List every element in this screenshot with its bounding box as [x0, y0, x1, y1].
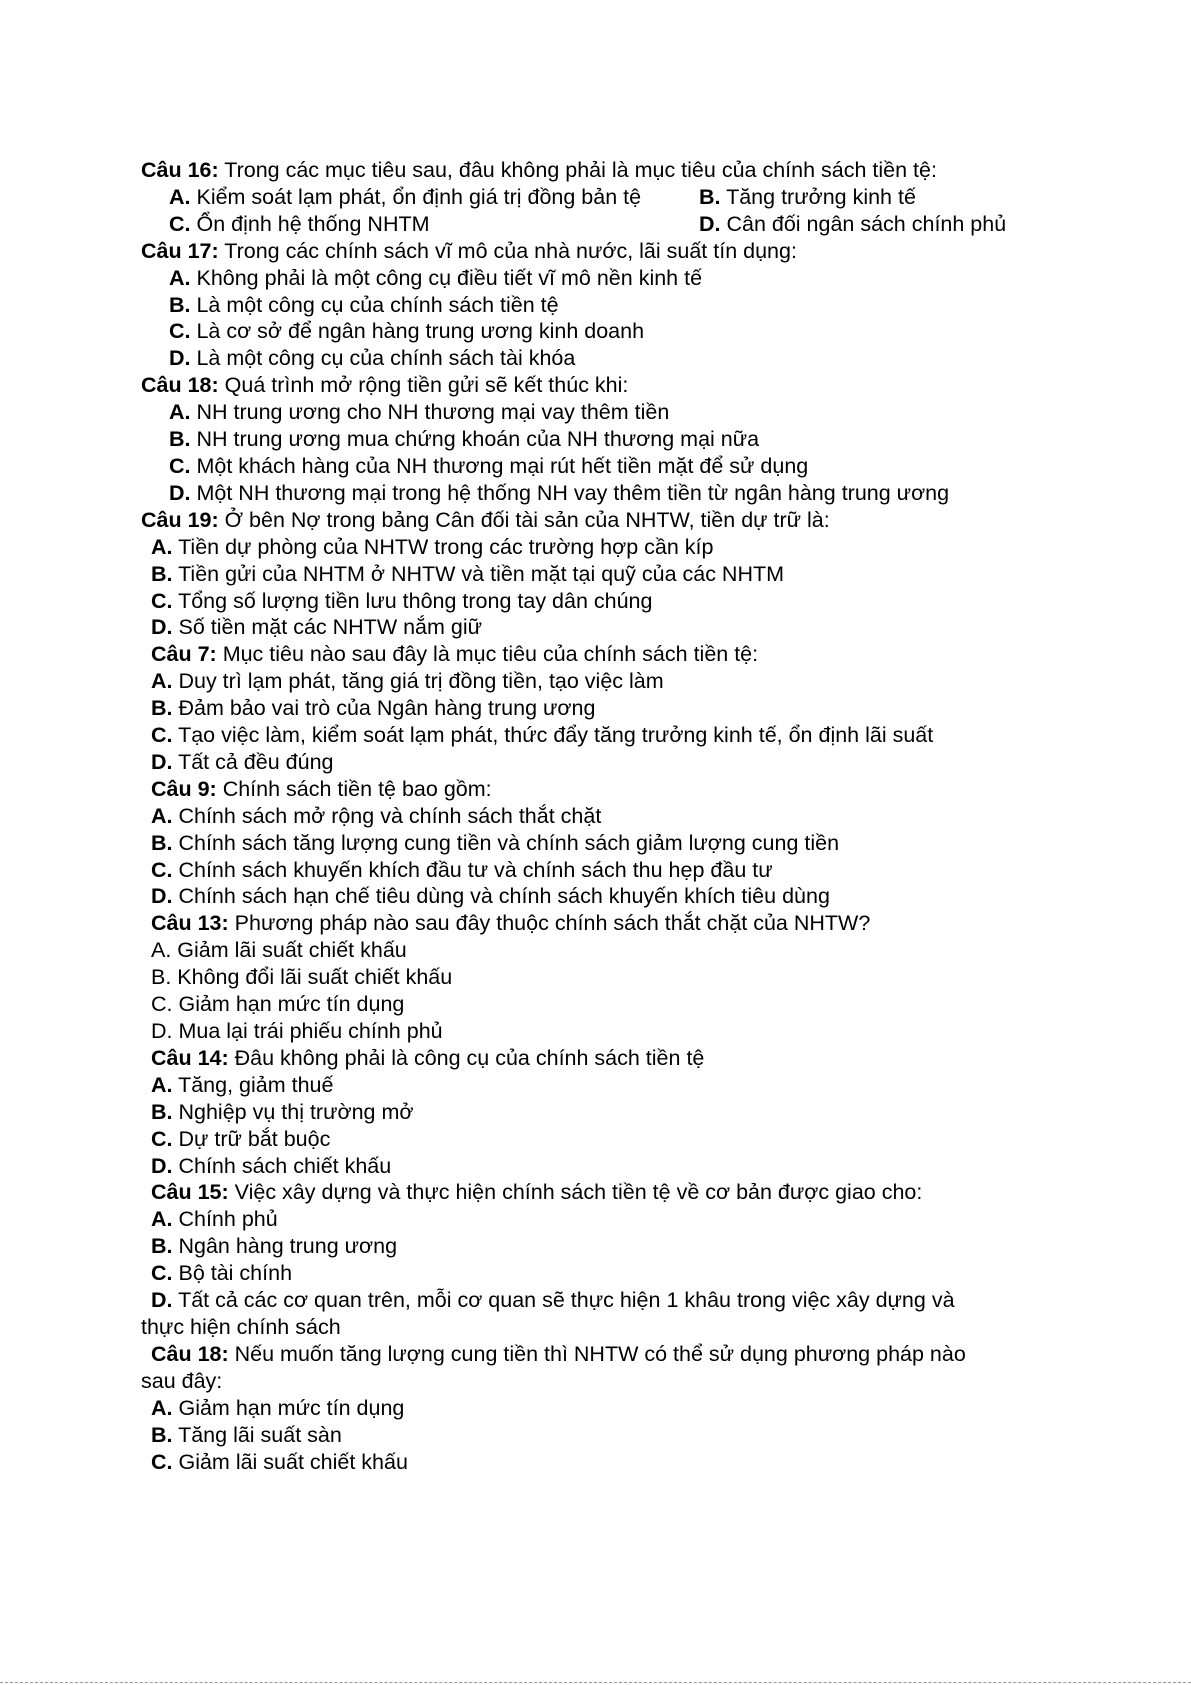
option-text: D. Mua lại trái phiếu chính phủ	[151, 1019, 443, 1043]
question-label: Câu 17:	[141, 238, 219, 263]
option-text: Bộ tài chính	[172, 1261, 293, 1286]
option-item	[169, 184, 699, 211]
option-label: D.	[169, 346, 191, 371]
option-label: B.	[169, 292, 191, 317]
question-line	[141, 641, 1141, 668]
option-text: Giảm lãi suất chiết khấu	[172, 1449, 408, 1474]
option-item	[141, 1422, 1141, 1449]
question-text: Trong các chính sách vĩ mô của nhà nước, lãi suất tín dụng:	[218, 238, 797, 263]
option-item	[141, 937, 1141, 964]
option-text: Tăng trưởng kinh tế	[720, 184, 916, 209]
option-text: NH trung ương mua chứng khoán của NH thương mại nữa	[190, 427, 760, 452]
option-item	[141, 614, 1141, 641]
option-text: Tiền dự phòng của NHTW trong các trường hợp cần kíp	[172, 534, 714, 559]
option-item	[141, 1018, 1141, 1045]
option-item	[141, 749, 1141, 776]
option-item	[141, 830, 1141, 857]
option-label: B.	[151, 1099, 173, 1124]
option-item	[141, 1395, 1141, 1422]
option-row	[141, 211, 1141, 238]
page-bottom-rule	[0, 1682, 1191, 1683]
option-label: A.	[151, 803, 173, 828]
option-item	[141, 426, 1141, 453]
option-text: Tất cả đều đúng	[172, 749, 334, 774]
question-text-continuation: sau đây:	[141, 1368, 223, 1393]
option-text: Số tiền mặt các NHTW nắm giữ	[172, 615, 483, 640]
question-label: Câu 18:	[141, 373, 219, 398]
question-line	[141, 372, 1141, 399]
option-label: A.	[151, 1207, 173, 1232]
question-label: Câu 9:	[151, 776, 217, 801]
option-label: B.	[151, 1234, 173, 1259]
option-label: D.	[151, 749, 173, 774]
question-line	[141, 507, 1141, 534]
option-item	[141, 964, 1141, 991]
option-label: C.	[151, 723, 173, 748]
option-text: Tiền gửi của NHTM ở NHTW và tiền mặt tại quỹ của các NHTM	[172, 561, 785, 586]
option-label: A.	[169, 400, 191, 425]
option-text: Tổng số lượng tiền lưu thông trong tay dân chúng	[172, 588, 653, 613]
question-text: Chính sách tiền tệ bao gồm:	[216, 776, 492, 801]
option-item	[141, 453, 1141, 480]
option-item	[141, 1126, 1141, 1153]
option-text: Là cơ sở để ngân hàng trung ương kinh doanh	[190, 319, 645, 344]
option-label: C.	[169, 319, 191, 344]
question-line	[141, 1179, 1141, 1206]
option-text: Tăng lãi suất sàn	[172, 1422, 342, 1447]
question-text: Đâu không phải là công cụ của chính sách tiền tệ	[228, 1045, 705, 1070]
option-item	[141, 292, 1141, 319]
option-item	[141, 318, 1141, 345]
question-label: Câu 13:	[151, 911, 229, 936]
option-item	[141, 399, 1141, 426]
question-label: Câu 16:	[141, 158, 219, 182]
option-text: Chính sách hạn chế tiêu dùng và chính sách khuyến khích tiêu dùng	[172, 884, 830, 909]
option-item	[141, 1153, 1141, 1180]
option-row	[141, 184, 1141, 211]
option-item	[141, 722, 1141, 749]
option-item	[141, 668, 1141, 695]
question-line	[141, 157, 1141, 184]
option-item	[141, 588, 1141, 615]
option-text: Một NH thương mại trong hệ thống NH vay thêm tiền từ ngân hàng trung ương	[190, 480, 950, 505]
option-label: A.	[169, 184, 191, 209]
option-label: C.	[151, 1261, 173, 1286]
option-item	[141, 1449, 1141, 1476]
option-label: D.	[169, 480, 191, 505]
question-text: Phương pháp nào sau đây thuộc chính sách thắt chặt của NHTW?	[228, 911, 871, 936]
option-item	[141, 991, 1141, 1018]
option-text: Ổn định hệ thống NHTM	[190, 211, 430, 236]
option-item	[141, 1099, 1141, 1126]
question-label: Câu 18:	[151, 1341, 229, 1366]
option-text: Không phải là một công cụ điều tiết vĩ mô nền kinh tế	[190, 265, 703, 290]
option-text: Một khách hàng của NH thương mại rút hết tiền mặt để sử dụng	[190, 453, 809, 478]
option-text: Nghiệp vụ thị trường mở	[172, 1099, 414, 1124]
option-item	[141, 695, 1141, 722]
option-text-continuation: thực hiện chính sách	[141, 1314, 341, 1339]
option-label: B.	[151, 830, 173, 855]
question-line	[141, 776, 1141, 803]
option-label: D.	[151, 615, 173, 640]
option-text: Ngân hàng trung ương	[172, 1234, 398, 1259]
option-label: A.	[151, 1072, 173, 1097]
option-label: B.	[151, 561, 173, 586]
option-text: Tất cả các cơ quan trên, mỗi cơ quan sẽ thực hiện 1 khâu trong việc xây dựng và	[172, 1288, 955, 1313]
option-text: B. Không đổi lãi suất chiết khấu	[151, 965, 453, 990]
question-text: Mục tiêu nào sau đây là mục tiêu của chính sách tiền tệ:	[216, 642, 759, 667]
option-item	[141, 345, 1141, 372]
option-label: D.	[151, 1288, 173, 1313]
option-text: NH trung ương cho NH thương mại vay thêm tiền	[190, 400, 670, 425]
option-text: Là một công cụ của chính sách tài khóa	[190, 346, 576, 371]
question-text: Trong các mục tiêu sau, đâu không phải là mục tiêu của chính sách tiền tệ:	[218, 158, 937, 182]
question-label: Câu 7:	[151, 642, 217, 667]
document-body	[141, 157, 1141, 1475]
option-text: Kiểm soát lạm phát, ổn định giá trị đồng bản tệ	[190, 184, 642, 209]
question-line	[141, 1045, 1141, 1072]
option-item	[699, 211, 1006, 238]
option-item	[141, 480, 1141, 507]
option-item	[169, 211, 699, 238]
option-label: A.	[151, 1395, 173, 1420]
question-line	[141, 1341, 1141, 1368]
question-text: Quá trình mở rộng tiền gửi sẽ kết thúc khi:	[218, 373, 629, 398]
question-line	[141, 238, 1141, 265]
option-item	[141, 1072, 1141, 1099]
option-label: D.	[699, 211, 721, 236]
option-text: Chính sách mở rộng và chính sách thắt chặt	[172, 803, 602, 828]
option-text: Là một công cụ của chính sách tiền tệ	[190, 292, 559, 317]
option-label: A.	[151, 669, 173, 694]
option-label: D.	[151, 1153, 173, 1178]
option-item	[699, 184, 916, 211]
option-label: C.	[169, 211, 191, 236]
option-text: Cân đối ngân sách chính phủ	[720, 211, 1007, 236]
option-item	[141, 1233, 1141, 1260]
option-text: Dự trữ bắt buộc	[172, 1126, 331, 1151]
option-label: C.	[151, 1449, 173, 1474]
option-text: Đảm bảo vai trò của Ngân hàng trung ương	[172, 696, 596, 721]
option-item	[141, 1260, 1141, 1287]
option-label: C.	[169, 453, 191, 478]
question-label: Câu 14:	[151, 1045, 229, 1070]
option-label: C.	[151, 1126, 173, 1151]
option-text: Chính sách tăng lượng cung tiền và chính sách giảm lượng cung tiền	[172, 830, 840, 855]
question-line	[141, 910, 1141, 937]
option-text: Chính phủ	[172, 1207, 278, 1232]
question-text: Ở bên Nợ trong bảng Cân đối tài sản của NHTW, tiền dự trữ là:	[218, 507, 830, 532]
option-label: A.	[151, 534, 173, 559]
option-item	[141, 803, 1141, 830]
option-text: Tăng, giảm thuế	[172, 1072, 334, 1097]
option-text: C. Giảm hạn mức tín dụng	[151, 992, 405, 1017]
option-label: B.	[151, 696, 173, 721]
option-text: Giảm hạn mức tín dụng	[172, 1395, 405, 1420]
option-item	[141, 1287, 1141, 1314]
option-text: Tạo việc làm, kiểm soát lạm phát, thức đẩy tăng trưởng kinh tế, ổn định lãi suất	[172, 723, 934, 748]
option-item	[141, 883, 1141, 910]
option-text: Chính sách chiết khấu	[172, 1153, 392, 1178]
option-label: C.	[151, 857, 173, 882]
option-label: B.	[151, 1422, 173, 1447]
option-item	[141, 1206, 1141, 1233]
option-item	[141, 561, 1141, 588]
question-text: Nếu muốn tăng lượng cung tiền thì NHTW có thể sử dụng phương pháp nào	[228, 1341, 966, 1366]
question-text: Việc xây dựng và thực hiện chính sách tiền tệ về cơ bản được giao cho:	[228, 1180, 923, 1205]
option-text: Duy trì lạm phát, tăng giá trị đồng tiền, tạo việc làm	[172, 669, 664, 694]
option-item	[141, 534, 1141, 561]
option-label: D.	[151, 884, 173, 909]
option-item	[141, 857, 1141, 884]
question-label: Câu 15:	[151, 1180, 229, 1205]
option-label: C.	[151, 588, 173, 613]
option-label: B.	[699, 184, 721, 209]
option-text: Chính sách khuyến khích đầu tư và chính sách thu hẹp đầu tư	[172, 857, 773, 882]
option-text: A. Giảm lãi suất chiết khấu	[151, 938, 407, 963]
option-label: A.	[169, 265, 191, 290]
option-item	[141, 265, 1141, 292]
question-label: Câu 19:	[141, 507, 219, 532]
option-label: B.	[169, 427, 191, 452]
